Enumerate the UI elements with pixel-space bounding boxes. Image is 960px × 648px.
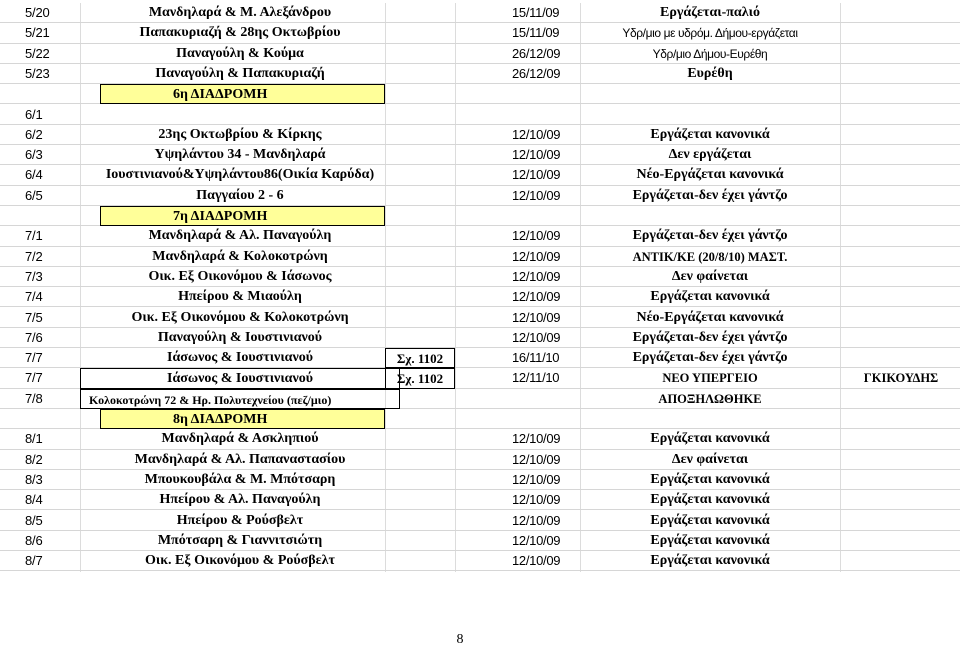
row-date: 12/10/09 [512,147,561,163]
row-date: 12/10/09 [512,553,561,569]
table-row [0,389,960,409]
row-code: 7/8 [25,390,43,406]
row-status: Εργάζεται-δεν έχει γάντζο [632,228,788,244]
row-status: Εργάζεται κανονικά [650,553,770,569]
row-code: 7/6 [25,329,43,345]
row-location: Παπακυριαζή & 28ης Οκτωβρίου [139,25,341,41]
row-code: 7/4 [25,289,43,305]
table-row [0,186,960,206]
row-location: Υψηλάντου 34 - Μανδηλαρά [154,147,326,163]
table-row [0,23,960,43]
row-date: 16/11/10 [512,350,560,366]
row-note: ΓΚΙΚΟΥΔΗΣ [863,371,939,386]
row-code: 6/1 [25,106,43,122]
row-location: Ιάσωνος & Ιουστινιανού [80,368,400,388]
row-status: Νέο-Εργάζεται κανονικά [636,309,784,325]
table-row [0,145,960,165]
row-date: 12/10/09 [512,512,561,528]
table-row [0,44,960,64]
section-title: 7η ΔΙΑΔΡΟΜΗ [100,206,385,226]
row-location: 23ης Οκτωβρίου & Κίρκης [158,126,322,142]
row-date: 12/10/09 [512,471,561,487]
table-row [0,125,960,145]
row-location: Μπότσαρη & Γιαννιτσιώτη [157,532,323,548]
row-code: 5/20 [25,5,50,20]
row-location: Μανδηλαρά & Αλ. Παναγούλη [148,228,332,244]
section-header-row [0,84,960,104]
row-date: 12/10/09 [512,167,561,183]
row-date: 12/10/09 [512,228,561,244]
row-status: Εργάζεται-δεν έχει γάντζο [632,329,788,345]
row-date: 12/10/09 [512,248,561,264]
table-row [0,450,960,470]
row-code: 5/23 [25,65,50,81]
row-code: 6/4 [25,167,43,183]
row-location: Παναγούλη & Παπακυριαζή [155,65,325,81]
table-row [0,267,960,287]
section-header-row [0,206,960,226]
row-status: Εργάζεται κανονικά [650,512,770,528]
table-row [0,308,960,328]
row-code: 7/1 [25,228,43,244]
row-status: Ευρέθη [687,65,733,81]
row-status: ΝΕΟ ΥΠΕΡΓΕΙΟ [662,371,758,386]
row-date: 12/10/09 [512,492,561,508]
row-date: 15/11/09 [512,5,560,20]
table-row [0,470,960,490]
row-date: 12/10/09 [512,126,561,142]
row-status: Δεν φαίνεται [671,451,749,467]
row-code: 7/5 [25,309,43,325]
row-code: 8/7 [25,553,43,569]
table-row [0,531,960,551]
row-status: Νέο-Εργάζεται κανονικά [636,167,784,183]
row-location: Μανδηλαρά & Αλ. Παπαναστασίου [134,451,346,467]
table-row [0,287,960,307]
table-row [0,165,960,185]
row-date: 12/10/09 [512,431,561,447]
row-date: 12/10/09 [512,309,561,325]
row-location: Οικ. Εξ Οικονόμου & Ιάσωνος [148,268,332,284]
row-status: Υδρ/μιο Δήμου-Ευρέθη [652,46,768,61]
row-location: Ηπείρου & Μιαούλη [178,289,302,305]
row-date: 12/10/09 [512,187,561,203]
table-row [0,64,960,84]
row-status: Εργάζεται κανονικά [650,431,770,447]
row-status: Εργάζεται κανονικά [650,289,770,305]
row-date: 12/10/09 [512,532,561,548]
row-status: Δεν φαίνεται [671,268,749,284]
row-date: 26/12/09 [512,45,561,61]
row-status: Υδρ/μιο με υδρόμ. Δήμου-εργάζεται [622,26,798,41]
row-code: 7/2 [25,248,43,264]
table-row [0,490,960,510]
row-location: Παναγούλη & Κούμα [176,45,304,61]
row-location: Οικ. Εξ Οικονόμου & Κολοκοτρώνη [131,309,349,325]
row-status: Εργάζεται-παλιό [660,5,760,20]
page-number: 8 [456,632,464,647]
table-row [0,247,960,267]
row-code: 8/5 [25,512,43,528]
row-location: Παγγαίου 2 - 6 [196,187,284,203]
row-status: ΑΠΟΞΗΛΩΘΗΚΕ [658,391,762,406]
row-code: 5/21 [25,25,50,41]
row-status: Εργάζεται κανονικά [650,532,770,548]
row-code: 7/7 [25,370,43,386]
row-location: Μανδηλαρά & Κολοκοτρώνη [152,248,328,264]
row-date: 12/10/09 [512,268,561,284]
row-code: 6/3 [25,147,43,163]
row-status: Εργάζεται κανονικά [650,471,770,487]
table-row [0,551,960,571]
row-status: Εργάζεται-δεν έχει γάντζο [632,187,788,203]
table-row [0,226,960,246]
row-location: Παναγούλη & Ιουστινιανού [157,329,323,345]
row-date: 15/11/09 [512,25,560,41]
table-row [0,511,960,531]
row-code: 8/2 [25,451,43,467]
row-code: 8/4 [25,492,43,508]
row-date: 12/11/10 [512,370,560,386]
row-code: 5/22 [25,45,50,61]
table-row [0,368,960,388]
row-code: 8/6 [25,532,43,548]
row-code: 8/3 [25,471,43,487]
row-location: Μπουκουβάλα & Μ. Μπότσαρη [144,471,336,487]
row-status: Εργάζεται κανονικά [650,492,770,508]
row-status: ΑΝΤΙΚ/ΚΕ (20/8/10) ΜΑΣΤ. [632,249,788,264]
row-reference: Σχ. 1102 [385,348,455,368]
section-title: 6η ΔΙΑΔΡΟΜΗ [100,84,385,104]
row-code: 7/3 [25,268,43,284]
row-code: 6/5 [25,187,43,203]
row-location: Ιουστινιανού&Υψηλάντου86(Οικία Καρύδα) [105,167,375,183]
table-row [0,348,960,368]
row-location: Οικ. Εξ Οικονόμου & Ρούσβελτ [145,553,335,569]
section-title: 8η ΔΙΑΔΡΟΜΗ [100,409,385,429]
row-code: 7/7 [25,350,43,366]
row-code: 8/1 [25,431,43,447]
table-row [0,429,960,449]
row-date: 12/10/09 [512,289,561,305]
row-code: 6/2 [25,126,43,142]
row-location: Μανδηλαρά & Μ. Αλεξάνδρου [148,5,332,20]
section-header-row [0,409,960,429]
row-reference: Σχ. 1102 [385,368,455,388]
row-date: 26/12/09 [512,65,561,81]
row-status: Δεν εργάζεται [668,147,752,163]
table-row [0,105,960,125]
row-date: 12/10/09 [512,451,561,467]
row-location: Ηπείρου & Ρούσβελτ [176,512,304,528]
row-location: Ηπείρου & Αλ. Παναγούλη [159,492,321,508]
row-date: 12/10/09 [512,329,561,345]
table-row [0,3,960,23]
row-location: Ιάσωνος & Ιουστινιανού [167,350,313,366]
row-status: Εργάζεται-δεν έχει γάντζο [632,350,788,366]
row-status: Εργάζεται κανονικά [650,126,770,142]
row-location: Μανδηλαρά & Ασκληπιού [161,431,319,447]
row-location: Κολοκοτρώνη 72 & Ηρ. Πολυτεχνείου (πεζ/μιο) [80,389,400,409]
table-row [0,328,960,348]
